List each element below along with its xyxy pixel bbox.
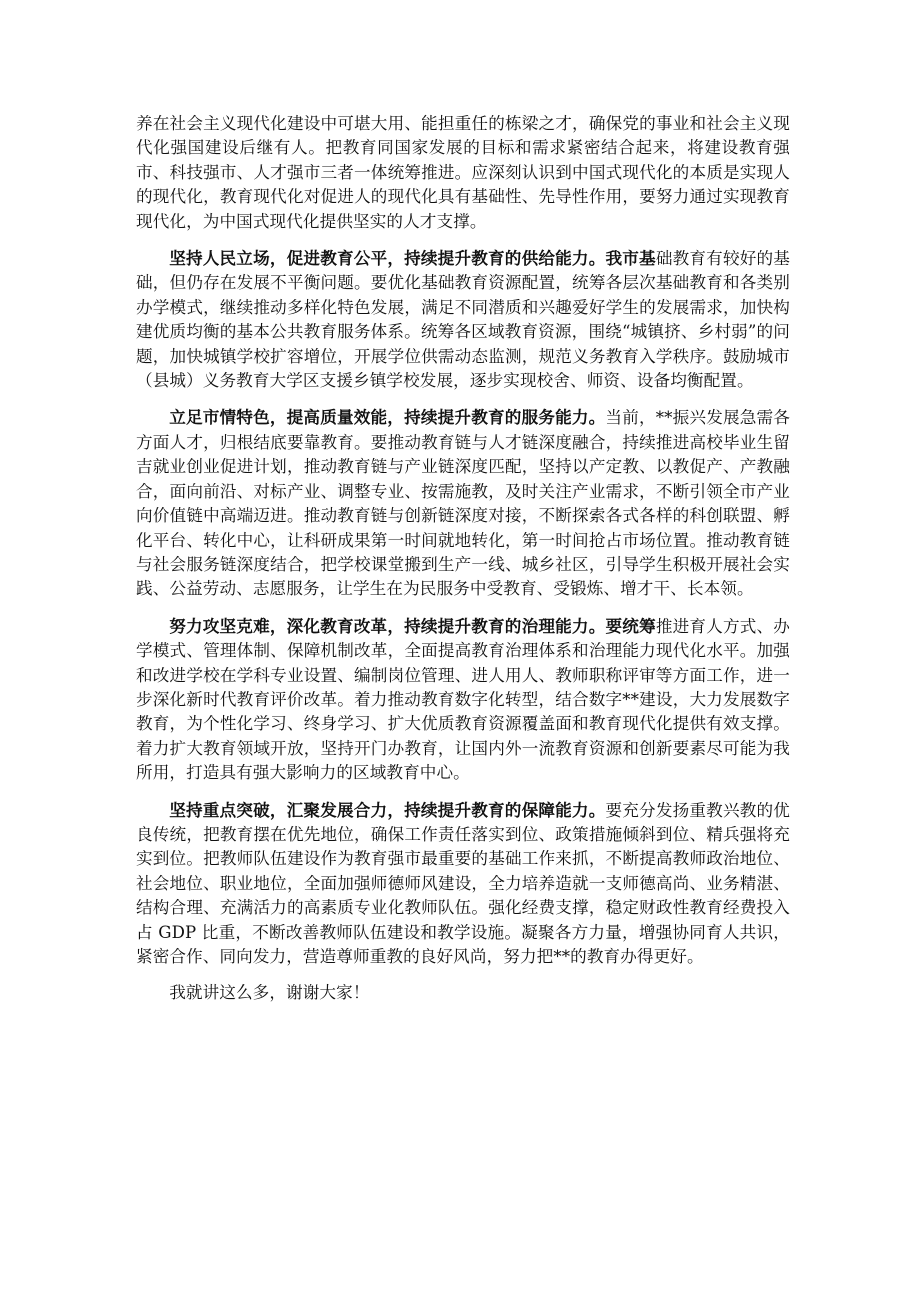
paragraph-heading: 立足市情特色，提高质量效能，持续提升教育的服务能力。 [169,407,606,428]
paragraph-text: 当前，**振兴发展急需各方面人才，归根结底要靠教育。要推动教育链与人才链深度融合，持续推进高校毕业生留吉就业创业促进计划，推动教育链与产业链深度匹配，坚持以产定教、以教促产、产教融合，面向前沿、对标产业、调整专业、按需施教，及时关注产业需求，不断引领全市产业向价值链中高端迈进。推动教育链与创新链深度对接，不断探索各式各样的科创联盟、孵化平台、转化中心，让科研成果第一时间就地转化，第一时间抢占市场位置。推动教育链与社会服务链深度结合，把学校课堂搬到生产一线、城乡社区，引导学生积极开展社会实践、公益劳动、志愿服务，让学生在为民服务中受教育、受锻炼、增才干、长本领。 [136,408,790,599]
paragraph-text: 推进育人方式、办学模式、管理体制、保障机制改革，全面提高教育治理体系和治理能力现代化水平。加强和改进学校在学科专业设置、编制岗位管理、进人用人、教师职称评审等方面工作，进一步深化新时代教育评价改革。着力推动教育数字化转型，结合数字**建设，大力发展数字教育，为个性化学习、终身学习、扩大优质教育资源覆盖面和教育现代化提供有效支撑。着力扩大教育领域开放，坚持开门办教育，让国内外一流教育资源和创新要素尽可能为我所用，打造具有强大影响力的区域教育中心。 [136,616,790,783]
paragraph-education-equity [136,246,790,393]
paragraph-service-capacity [136,405,790,601]
paragraph-text: 础教育有较好的基础，但仍存在发展不平衡问题。要优化基础教育资源配置，统筹各层次基础教育和各类别办学模式，继续推动多样化特色发展，满足不同潜质和兴趣爱好学生的发展需求，加快构建优质均衡的基本公共教育服务体系。统筹各区域教育资源，围绕“城镇挤、乡村弱”的问题，加快城镇学校扩容增位，开展学位供需动态监测，规范义务教育入学秩序。鼓励城市（县城）义务教育大学区支援乡镇学校发展，逐步实现校舍、师资、设备均衡配置。 [136,249,790,391]
paragraph-support-capacity [136,798,790,970]
document-body [136,112,790,1018]
paragraph-text: 养在社会主义现代化建设中可堪大用、能担重任的栋梁之才，确保党的事业和社会主义现代化强国建设后继有人。把教育同国家发展的目标和需求紧密结合起来，将建设教育强市、科技强市、人才强市三者一体统筹推进。应深刻认识到中国式现代化的本质是实现人的现代化，教育现代化对促进人的现代化具有基础性、先导性作用，要努力通过实现教育现代化，为中国式现代化提供坚实的人才支撑。 [136,114,790,231]
paragraph-governance-reform [136,614,790,786]
paragraph-heading: 坚持重点突破，汇聚发展合力，持续提升教育的保障能力。 [169,799,606,820]
paragraph-heading: 坚持人民立场，促进教育公平，持续提升教育的供给能力。我市基 [169,248,656,269]
closing-remark: 我就讲这么多，谢谢大家！ [169,983,370,1003]
paragraph-intro-continuation [136,112,790,234]
paragraph-heading: 努力攻坚克难，深化教育改革，持续提升教育的治理能力。要统筹 [169,615,656,636]
paragraph-text: 要充分发扬重教兴教的优良传统，把教育摆在优先地位，确保工作责任落实到位、政策措施倾斜到位、精兵强将充实到位。把教师队伍建设作为教育强市最重要的基础工作来抓，不断提高教师政治地位、社会地位、职业地位，全面加强师德师风建设，全力培养造就一支师德高尚、业务精湛、结构合理、充满活力的高素质专业化教师队伍。强化经费支撑，稳定财政性教育经费投入占 GDP 比重，不断改善教师队伍建设和教学设施。凝聚各方力量，增强协同育人共识，紧密合作、同向发力，营造尊师重教的良好风尚，努力把**的教育办得更好。 [136,800,790,966]
